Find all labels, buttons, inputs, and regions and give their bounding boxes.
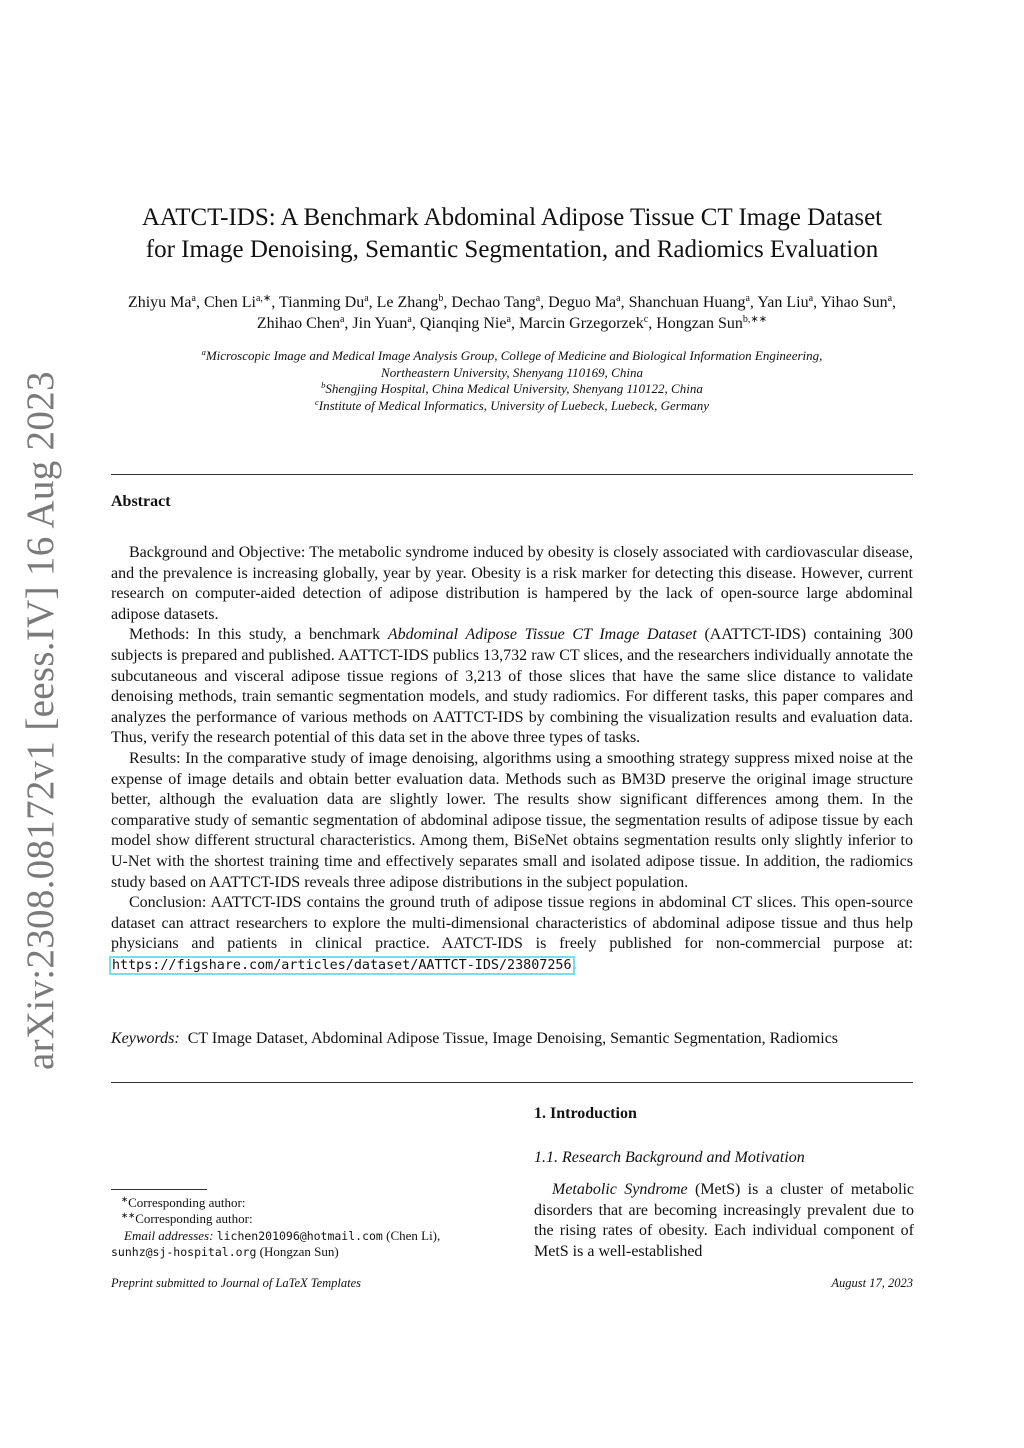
affiliation-c-mark: c [314, 396, 319, 407]
author-affiliation-mark: a [808, 293, 814, 304]
author-separator: , [510, 315, 519, 332]
affiliation-c-text: Institute of Medical Informatics, University of Luebeck, Luebeck, Germany [318, 397, 710, 413]
author-name: Jin Yuan [352, 315, 408, 332]
conclusion-text: Conclusion: AATTCT-IDS contains the ground truth of adipose tissue regions in abdominal CT slices. This open-source dataset can attract researchers to explore the multi-dimensional characteristics of abdominal adipose tissue and thus help physicians and patients in clinical practice. AATCT-IDS is freely published for non-commercial purpose at: [111, 894, 913, 953]
author-separator: , [540, 294, 549, 311]
author-separator: , [368, 294, 377, 311]
abstract-methods [111, 625, 913, 749]
affiliations [108, 348, 916, 414]
author-list [108, 292, 916, 334]
author-name: Tianming Du [278, 294, 365, 311]
section-heading-introduction: 1. Introduction [534, 1105, 637, 1122]
author-name: Zhiyu Ma [127, 294, 192, 311]
author-affiliation-mark: c [643, 314, 649, 325]
author-affiliation-mark: a [535, 293, 541, 304]
author-separator: , [411, 315, 420, 332]
author-separator: , [749, 294, 758, 311]
author-separator: , [813, 294, 821, 311]
methods-lead: Methods: In this study, a benchmark [129, 626, 388, 644]
email-1-owner: (Chen Li), [382, 1227, 441, 1243]
footnote-1 [111, 1195, 473, 1211]
preprint-note: Preprint submitted to Journal of LaTeX Templates [111, 1276, 362, 1290]
conclusion-period: . [572, 955, 577, 973]
introduction-paragraph [534, 1180, 914, 1262]
abstract-conclusion [111, 893, 913, 976]
affiliation-c [108, 398, 916, 415]
author-affiliation-mark: a,∗ [255, 293, 272, 304]
author-affiliation-mark: a [616, 293, 621, 304]
author-name: Le Zhang [376, 294, 439, 311]
author-affiliation-mark: a [506, 314, 511, 325]
intro-text: (MetS) is a cluster of metabolic disorders that are becoming increasingly prevalent due to the rising rates of obesity. Each individual component of MetS is a well-established [534, 1181, 914, 1260]
footnote-1-text: Corresponding author: [128, 1195, 246, 1210]
author-separator: , [892, 294, 897, 311]
dataset-link[interactable]: https://figshare.com/articles/dataset/AATTCT-IDS/23807256 [112, 957, 572, 973]
author-name: Yihao Sun [820, 294, 888, 311]
author-name: Dechao Tang [451, 294, 536, 311]
email-label: Email addresses: [124, 1227, 214, 1243]
author-separator: , [443, 294, 452, 311]
affiliation-b-mark: b [321, 380, 326, 390]
affiliation-b [108, 381, 916, 398]
affiliation-a-mark: a [201, 347, 206, 357]
intro-term: Metabolic Syndrome [552, 1181, 688, 1198]
author-affiliation-mark: a [364, 293, 369, 304]
email-link-2[interactable]: sunhz@sj-hospital.org [111, 1245, 257, 1260]
author-affiliation-mark: a [745, 293, 750, 304]
title-line-2: for Image Denoising, Semantic Segmentation, and Radiomics Evaluation [145, 236, 879, 263]
footnote-2-mark: ∗∗ [121, 1210, 136, 1221]
abstract-bottom-rule [111, 1082, 913, 1083]
affiliation-b-text: Shengjing Hospital, China Medical University, Shenyang 110122, China [325, 381, 703, 396]
author-name: Zhihao Chen [256, 315, 340, 332]
dataset-name: Abdominal Adipose Tissue CT Image Dataset [387, 626, 697, 644]
author-name: Deguo Ma [548, 294, 617, 311]
author-separator: , [620, 294, 629, 311]
affiliation-a-line-1: Microscopic Image and Medical Image Analysis Group, College of Medicine and Biological Information Engineering, [205, 348, 823, 363]
author-affiliation-mark: a [191, 293, 196, 304]
keywords-text: CT Image Dataset, Abdominal Adipose Tissue, Image Denoising, Semantic Segmentation, Radiomics [187, 1030, 839, 1047]
author-affiliation-mark: a [407, 314, 412, 325]
affiliation-a-cont: Northeastern University, Shenyang 110169, China [381, 364, 643, 380]
footnote-1-mark: ∗ [121, 1194, 129, 1204]
footnote-2 [111, 1211, 473, 1227]
abstract-results: Results: In the comparative study of image denoising, algorithms using a smoothing strategy suppress mixed noise at the expense of image details and obtain better evaluation data. Methods such as BM3D preserve the original image structure better, although the evaluation data are slightly lower. The results show significant differences among them. In the comparative study of semantic segmentation of abdominal adipose tissue, the segmentation results of adipose tissue by each model show different structural characteristics. Among them, BiSeNet obtains segmentation results only slightly inferior to U-Net with the shortest training time and effectively separates small and isolated adipose tissue. In addition, the radiomics study based on AATTCT-IDS reveals three adipose distributions in the subject population. [111, 749, 913, 891]
author-affiliation-mark: a [339, 314, 345, 325]
author-name: Chen Li [203, 294, 256, 311]
title-line-1: AATCT-IDS: A Benchmark Abdominal Adipose Tissue CT Image Dataset [141, 204, 883, 231]
author-affiliation-mark: b [438, 293, 444, 304]
affiliation-a [108, 348, 916, 365]
abstract-top-rule [111, 474, 913, 475]
author-separator: , [271, 294, 279, 311]
author-affiliation-mark: b,∗∗ [742, 314, 768, 325]
author-name: Hongzan Sun [656, 315, 743, 332]
abstract-heading: Abstract [111, 493, 171, 510]
author-separator: , [195, 294, 204, 311]
keywords-label: Keywords: [111, 1030, 180, 1047]
abstract-background: Background and Objective: The metabolic syndrome induced by obesity is closely associated with cardiovascular disease, and the prevalence is increasing globally, year by year. Obesity is a risk marker for detecting this disease. However, current research on computer-aided detection of adipose distribution is hampered by the lack of open-source large abdominal adipose datasets. [111, 544, 913, 623]
author-name: Yan Liu [757, 294, 809, 311]
subsection-heading: 1.1. Research Background and Motivation [534, 1149, 805, 1166]
author-separator: , [648, 315, 657, 332]
preprint-date: August 17, 2023 [831, 1276, 913, 1290]
footnote-2-text: Corresponding author: [135, 1211, 253, 1227]
author-name: Shanchuan Huang [628, 294, 746, 311]
paper-title [80, 202, 944, 266]
abstract-body [111, 543, 913, 976]
arxiv-stamp: arXiv:2308.08172v1 [eess.IV] 16 Aug 2023 [19, 371, 62, 1070]
methods-rest: (AATTCT-IDS) containing 300 subjects is prepared and published. AATTCT-IDS publics 13,732 raw CT slices, and the researchers individually annotate the subcutaneous and visceral adipose tissue regions of 3,213 of those slices that have the same slice distance to validate denoising methods, train semantic segmentation models, and study radiomics. For different tasks, this paper compares and analyzes the performance of various methods on AATTCT-IDS by combining the visualization results and evaluation data. Thus, verify the research potential of this data set in the above three types of tasks. [111, 626, 914, 747]
author-name: Marcin Grzegorzek [518, 315, 644, 332]
email-link-1[interactable]: lichen201096@hotmail.com [216, 1228, 383, 1243]
author-name: Qianqing Nie [419, 315, 507, 332]
email-addresses [111, 1228, 473, 1261]
keywords [111, 1029, 913, 1050]
footnote-rule [111, 1189, 207, 1190]
author-affiliation-mark: a [887, 293, 893, 304]
author-separator: , [344, 315, 353, 332]
footnotes [111, 1195, 473, 1261]
email-2-owner: (Hongzan Sun) [256, 1244, 339, 1260]
